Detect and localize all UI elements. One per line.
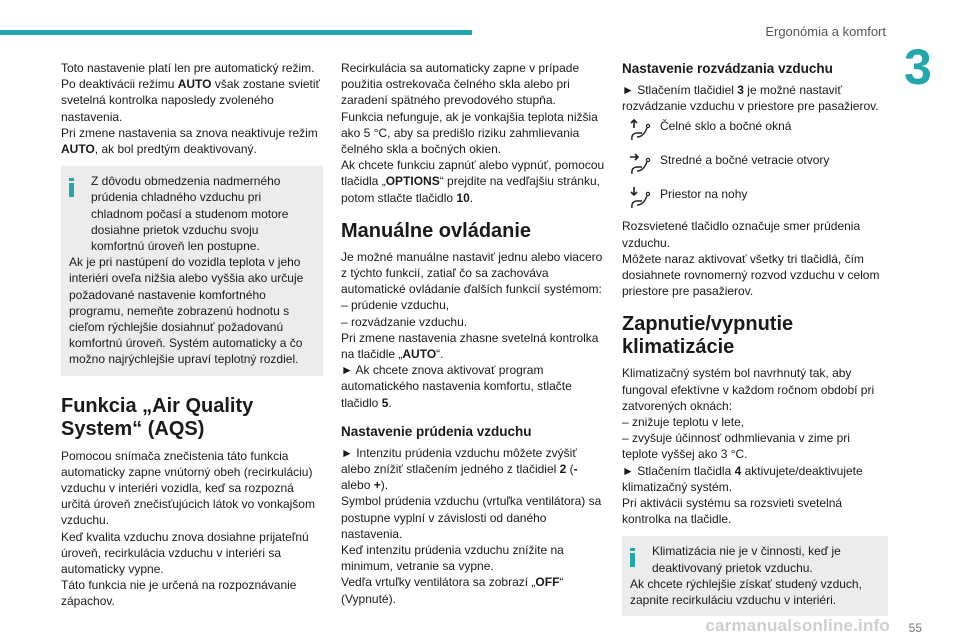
info-note-cold-air: Z dôvodu obmedzenia nadmerného prúdenia chladného vzduchu pri chladnom počasí a studenom motore dosiahne prietok vzduchu svoju komfortnú úroveň len postupne. Ak je pri nastúpení do vozidla teplota v jeho interiéri oveľa nižšia alebo vyššia ako určuje požadované nastavenie komfortného programu, nemeňte zobrazenú hodnotu s cieľom rýchlejšie dosiahnuť požadovanú komfortnú úroveň. Systém automaticky a čo možno najrýchlejšie upraví teplotný rozdiel. xyxy=(61,166,323,375)
info-icon xyxy=(630,548,635,567)
vent-center: Stredné a bočné vetracie otvory xyxy=(622,152,888,178)
info-icon xyxy=(69,178,74,197)
paragraph-aqs: Pomocou snímača znečistenia táto funkcia automaticky zapne vnútorný obeh (recirkuláciu) vzduchu v interiéri vozidla, keď sa rozpozná určitá úroveň znečisťujúcich látok vo vonkajšom vzduchu. Keď kvalita vzduchu znova dosiahne prijateľnú úroveň, recirkulácia vzduchu v interiéri sa automaticky vypne. Táto funkcia nie je určená na rozpoznávanie zápachov. xyxy=(61,448,315,609)
foot-vent-icon xyxy=(628,186,652,210)
chapter-number: 3 xyxy=(904,39,932,95)
column-2 xyxy=(341,60,607,607)
center-vent-icon xyxy=(628,152,652,176)
header-accent-bar xyxy=(0,30,472,35)
heading-air-flow: Nastavenie prúdenia vzduchu xyxy=(341,423,532,439)
section-title: Ergonómia a komfort xyxy=(765,24,886,39)
vent-foot: Priestor na nohy xyxy=(622,186,888,212)
paragraph-distribution-note: Rozsvietené tlačidlo označuje smer prúdenia vzduchu. Môžete naraz aktivovať všetky tri tlačidlá, čím dosiahnete rovnomerný rozvod vzduchu v celom priestore pre pasažierov. xyxy=(622,219,880,299)
heading-aqs: Funkcia „Air Quality System“ (AQS) xyxy=(61,394,254,440)
column-1 xyxy=(61,60,323,610)
column-3 xyxy=(622,60,888,616)
paragraph-air-conditioning: Klimatizačný systém bol navrhnutý tak, aby fungoval efektívne v každom ročnom období pri zatvorených oknách: – znižuje teplotu v lete, – zvyšuje účinnosť odhmlievania v zime pri teplote vyššej ako 3 °C. ► Stlačením tlačidla 4 aktivujete/deaktivujete klimatizačný systém. Pri aktivácii systému sa rozsvieti svetelná kontrolka na tlačidle. xyxy=(622,366,875,527)
paragraph-auto-mode: Toto nastavenie platí len pre automatický režim. Po deaktivácii režimu AUTO však zostane svietiť svetelná kontrolka naposledy zvoleného nastavenia. Pri zmene nastavenia sa znova neaktivuje režim AUTO, ak bol predtým deaktivovaný. xyxy=(61,61,321,157)
heading-air-conditioning: Zapnutie/vypnutie klimatizácie xyxy=(622,313,794,359)
paragraph-recirculation: Recirkulácia sa automaticky zapne v prípade použitia ostrekovača čelného skla alebo pri zaradení spätného prevodového stupňa. Funkcia nefunguje, ak je vonkajšia teplota nižšia ako 5 °C, aby sa predišlo riziku zahmlievania čelného skla a bočných okien. Ak chcete funkciu zapnúť alebo vypnúť, pomocou tlačidla „OPTIONS“ prejdite na vedľajšiu stránku, potom stlačte tlačidlo 10. xyxy=(341,61,605,205)
watermark: carmanualsonline.info xyxy=(705,616,890,635)
paragraph-air-distribution: ► Stlačením tlačidiel 3 je možné nastaviť rozvádzanie vzduchu v priestore pre pasažierov. xyxy=(622,83,879,114)
vent-windscreen: Čelné sklo a bočné okná xyxy=(622,118,888,144)
heading-manual-control: Manuálne ovládanie xyxy=(341,219,532,242)
paragraph-manual: Je možné manuálne nastaviť jednu alebo viacero z týchto funkcií, zatiaľ čo sa zachováva automatické ovládanie ďalších funkcií systémom: – prúdenie vzduchu, – rozvádzanie vzduchu. Pri zmene nastavenia zhasne svetelná kontrolka na tlačidle „AUTO“. ► Ak chcete znova aktivovať program automatického nastavenia komfortu, stlačte tlačidlo 5. xyxy=(341,249,603,410)
heading-air-distribution: Nastavenie rozvádzania vzduchu xyxy=(622,61,833,76)
info-note-ac: Klimatizácia nie je v činnosti, keď je deaktivovaný prietok vzduchu. Ak chcete rýchlejšie získať studený vzduch, zapnite recirkuláciu vzduchu v interiéri. xyxy=(622,536,888,616)
paragraph-air-flow: ► Intenzitu prúdenia vzduchu môžete zvýšiť alebo znížiť stlačením jedného z tlačidiel 2 (- alebo +). Symbol prúdenia vzduchu (vrtuľka ventilátora) sa postupne vyplní v závislosti od daného nastavenia. Keď intenzitu prúdenia vzduchu znížite na minimum, vetranie sa vypne. Vedľa vrtuľky ventilátora sa zobrazí „OFF“ (Vypnuté). xyxy=(341,445,602,606)
page-number: 55 xyxy=(908,621,922,635)
windscreen-vent-icon xyxy=(628,118,652,142)
